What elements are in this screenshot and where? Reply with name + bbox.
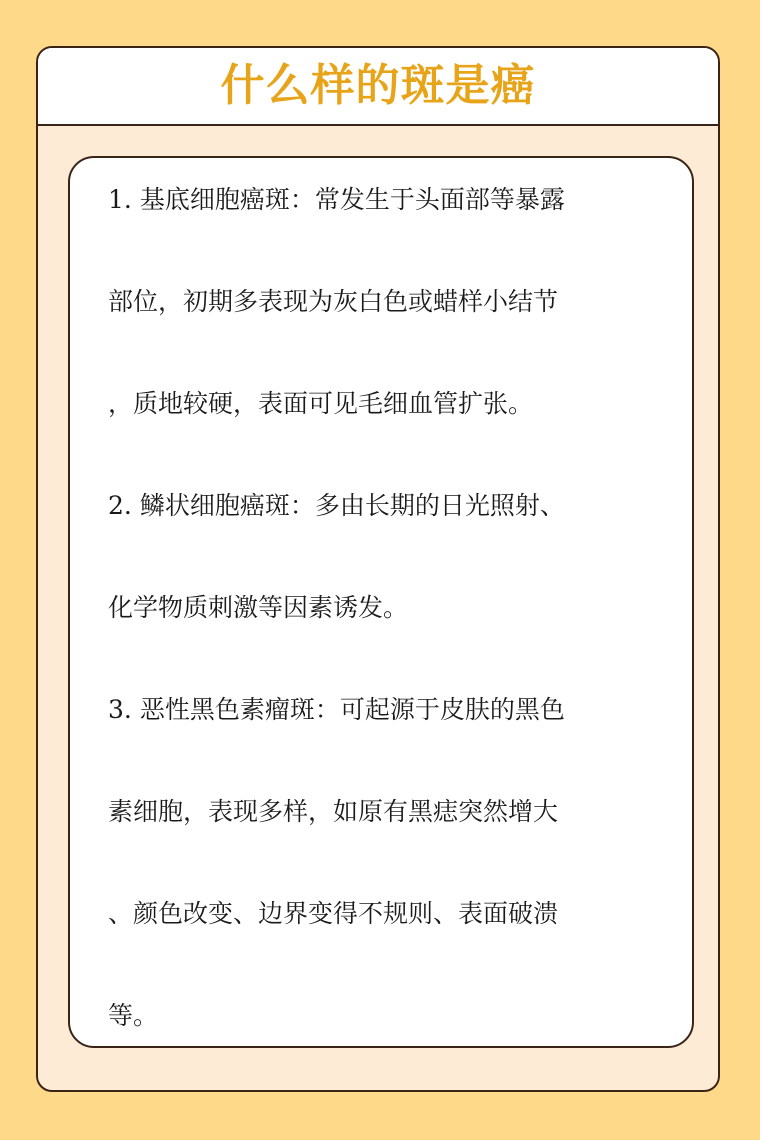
text-line	[108, 899, 558, 929]
text-line	[108, 1001, 158, 1031]
item-number: 2.	[108, 491, 132, 520]
title-bar	[38, 48, 718, 126]
line-text: 恶性黑色素瘤斑：可起源于皮肤的黑色	[139, 695, 565, 724]
text-line	[108, 389, 533, 419]
line-text: 化学物质刺激等因素诱发。	[108, 593, 409, 622]
line-text: 基底细胞癌斑：常发生于头面部等暴露	[139, 185, 565, 214]
text-line	[108, 797, 558, 827]
page-title: 什么样的斑是癌	[220, 60, 536, 111]
line-text: 部位，初期多表现为灰白色或蜡样小结节	[108, 287, 559, 316]
text-line	[108, 695, 565, 725]
article-card	[36, 46, 720, 1092]
text-line	[108, 491, 565, 521]
text-line	[108, 185, 565, 215]
content-panel	[68, 156, 694, 1048]
line-text: 等。	[108, 1001, 159, 1030]
line-text: 鳞状细胞癌斑：多由长期的日光照射、	[139, 491, 565, 520]
item-number: 3.	[108, 695, 132, 724]
text-line	[108, 593, 408, 623]
line-text: 素细胞，表现多样，如原有黑痣突然增大	[108, 797, 559, 826]
item-number: 1.	[108, 185, 132, 214]
line-text: ，质地较硬，表面可见毛细血管扩张。	[108, 389, 534, 418]
line-text: 、颜色改变、边界变得不规则、表面破溃	[108, 899, 559, 928]
text-line	[108, 287, 558, 317]
